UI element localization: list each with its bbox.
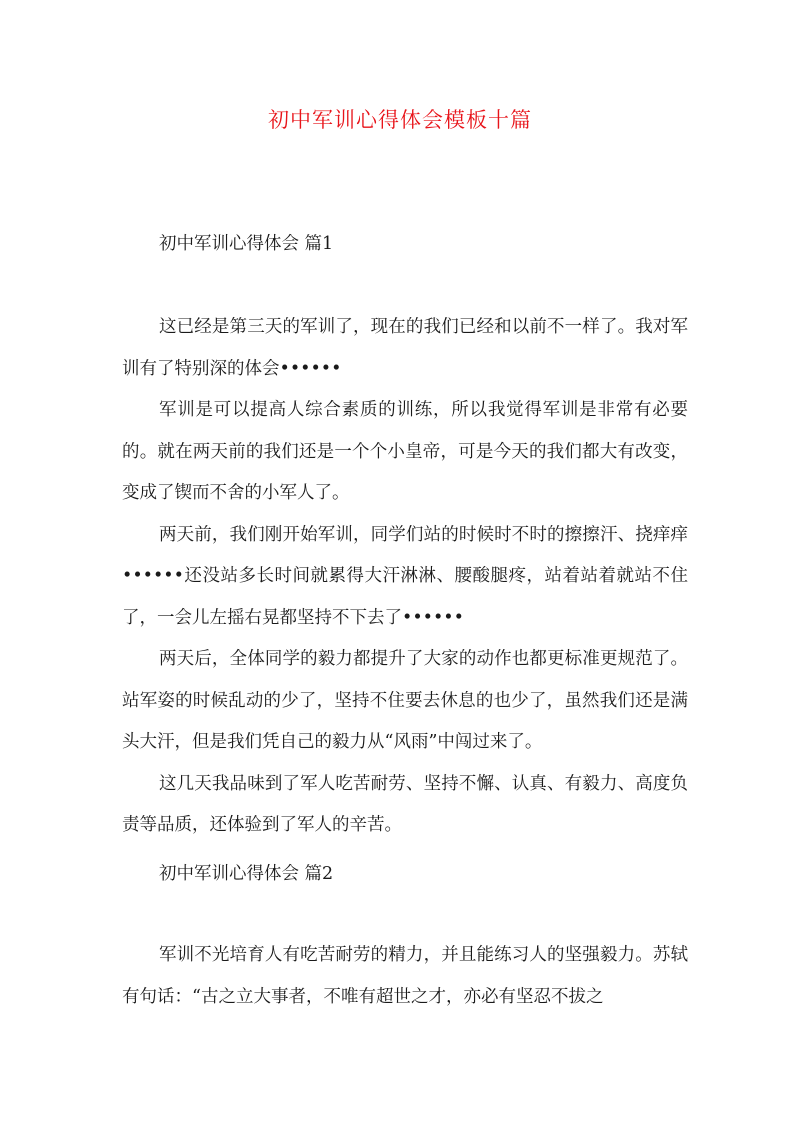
paragraph: 两天前，我们刚开始军训，同学们站的时候时不时的擦擦汗、挠痒痒••••••还没站多长时间就累得大汗淋淋、腰酸腿疼，站着站着就站不住了，一会儿左摇右晃都坚持不下去了•••••• (122, 524, 688, 628)
paragraph: 这几天我品味到了军人吃苦耐劳、坚持不懈、认真、有毅力、高度负责等品质，还体验到了军人的辛苦。 (122, 773, 688, 835)
section-1-body (122, 307, 688, 847)
paragraph: 军训不光培育人有吃苦耐劳的精力，并且能练习人的坚强毅力。苏轼有句话：“古之立大事者，不唯有超世之才，亦必有坚忍不拔之 (122, 945, 688, 1007)
section-heading-1: 初中军训心得体会 篇1 (159, 234, 334, 254)
paragraph: 两天后，全体同学的毅力都提升了大家的动作也都更标准更规范了。站军姿的时候乱动的少了，坚持不住要去休息的也少了，虽然我们还是满头大汗，但是我们凭自己的毅力从“风雨”中闯过来了。 (122, 649, 688, 752)
section-heading-2: 初中军训心得体会 篇2 (159, 864, 334, 884)
paragraph: 军训是可以提高人综合素质的训练，所以我觉得军训是非常有必要的。就在两天前的我们还是一个个小皇帝，可是今天的我们都大有改变，变成了锲而不舍的小军人了。 (122, 400, 688, 503)
section-2-body (122, 935, 688, 1018)
paragraph: 这已经是第三天的军训了，现在的我们已经和以前不一样了。我对军训有了特别深的体会•••••• (122, 317, 688, 379)
document-title: 初中军训心得体会模板十篇 (268, 108, 532, 132)
